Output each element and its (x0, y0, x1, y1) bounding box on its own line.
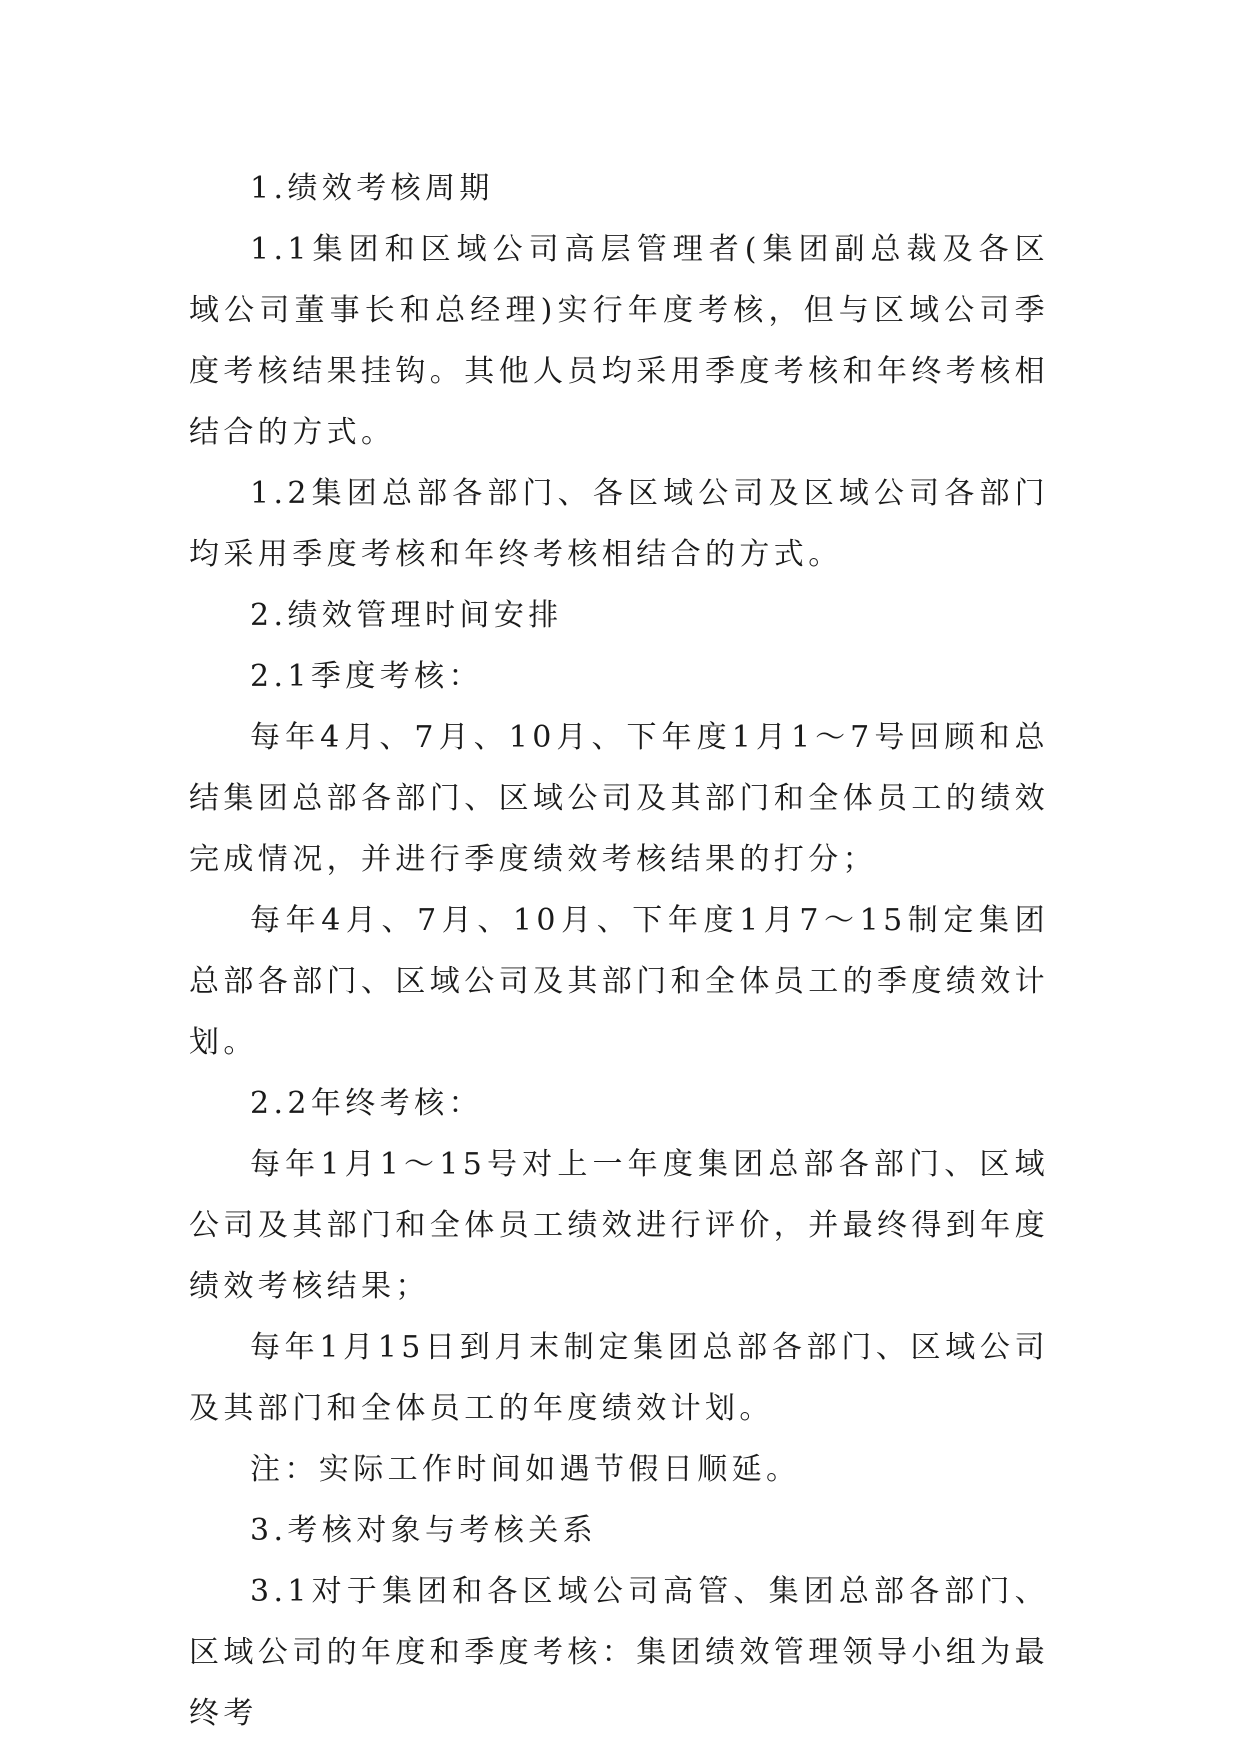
subheading-annual-review: 2.2年终考核： (250, 1086, 483, 1121)
subheading-quarterly-review: 2.1季度考核： (250, 659, 483, 694)
paragraph-quarterly-scoring: 每年4月、7月、10月、下年度1月1～7号回顾和总结集团总部各部门、区域公司及其部门和全体员工的绩效完成情况，并进行季度绩效考核结果的打分； (189, 720, 1049, 877)
paragraph-1-2: 1.2集团总部各部门、各区域公司及区域公司各部门均采用季度考核和年终考核相结合的方式。 (189, 476, 1049, 572)
paragraph-annual-evaluation: 每年1月1～15号对上一年度集团总部各部门、区域公司及其部门和全体员工绩效进行评价，并最终得到年度绩效考核结果； (189, 1147, 1049, 1304)
paragraph-3-1: 3.1对于集团和各区域公司高管、集团总部各部门、区域公司的年度和季度考核：集团绩效管理领导小组为最终考 (189, 1574, 1049, 1731)
document-body (189, 158, 1049, 1744)
paragraph-1-1: 1.1集团和区域公司高层管理者(集团副总裁及各区域公司董事长和总经理)实行年度考核，但与区域公司季度考核结果挂钩。其他人员均采用季度考核和年终考核相结合的方式。 (189, 232, 1049, 450)
paragraph-annual-plan: 每年1月15日到月末制定集团总部各部门、区域公司及其部门和全体员工的年度绩效计划。 (189, 1330, 1049, 1426)
heading-performance-cycle: 1.绩效考核周期 (250, 171, 494, 206)
paragraph-quarterly-plan: 每年4月、7月、10月、下年度1月7～15制定集团总部各部门、区域公司及其部门和全体员工的季度绩效计划。 (189, 903, 1049, 1060)
heading-review-targets: 3.考核对象与考核关系 (250, 1513, 598, 1548)
note-holiday: 注：实际工作时间如遇节假日顺延。 (250, 1452, 801, 1487)
heading-time-schedule: 2.绩效管理时间安排 (250, 598, 563, 633)
